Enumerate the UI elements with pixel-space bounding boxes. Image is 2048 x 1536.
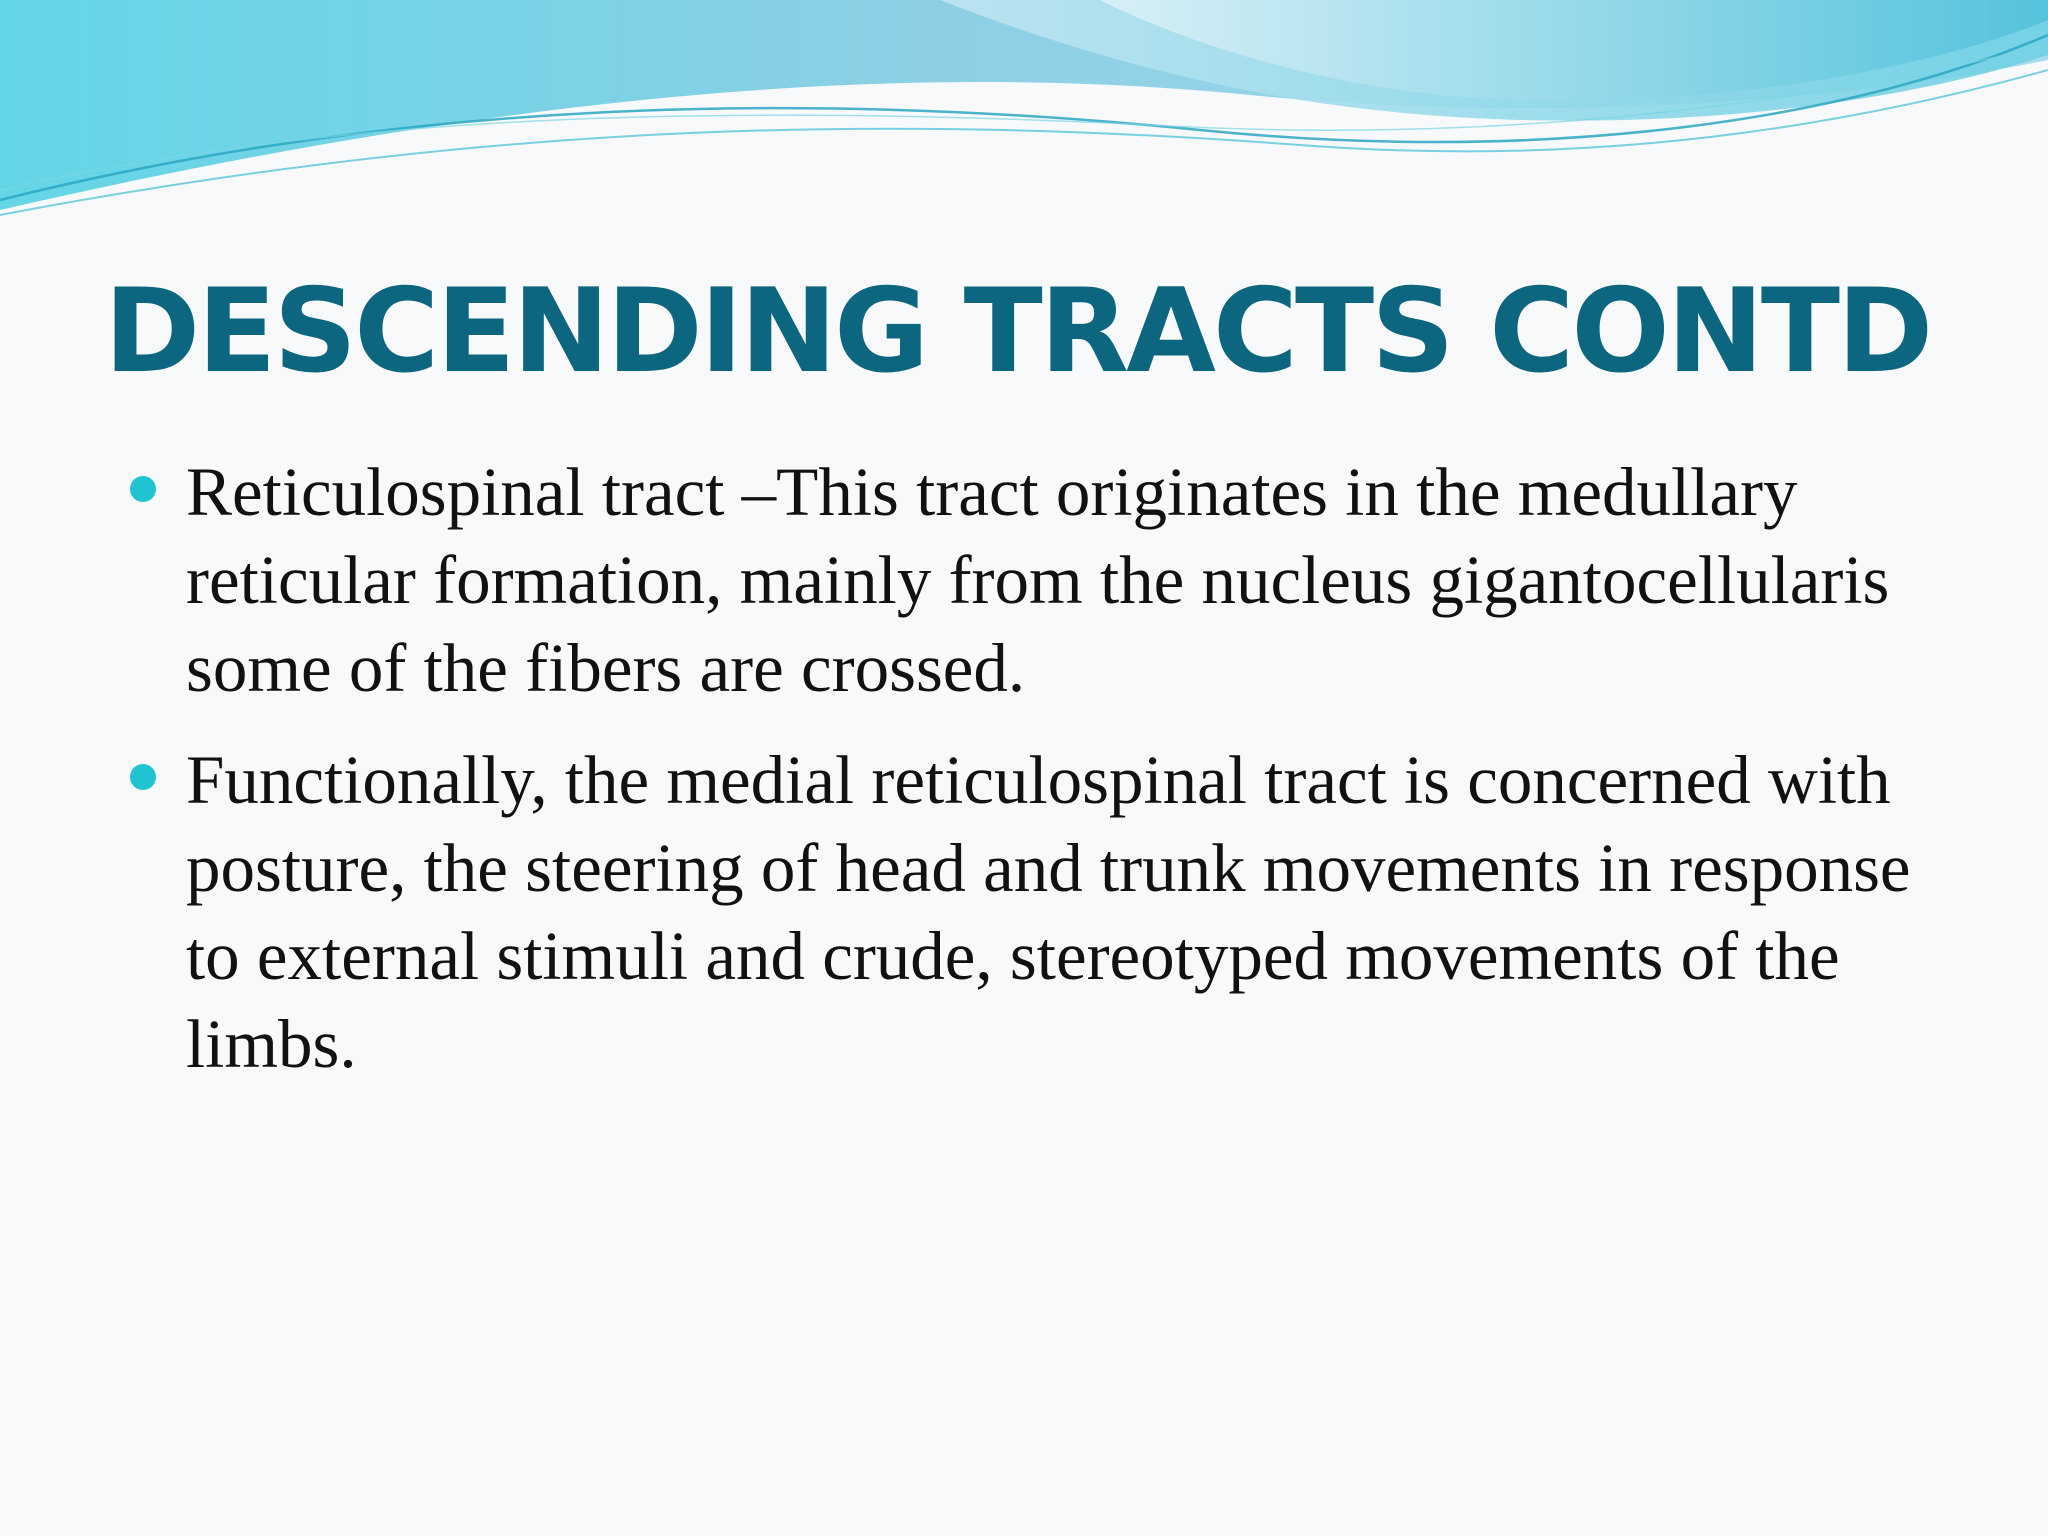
header-wave-decoration (0, 0, 2048, 240)
bullet-text: Functionally, the medial reticulospinal tract is concerned with posture, the steering of head and trunk movements in response to external stimuli and crude, stereotyped movements of the limbs. (186, 742, 1911, 1082)
slide-title: DESCENDING TRACTS CONTD (104, 264, 1931, 399)
bullet-list (130, 448, 1930, 1112)
bullet-dot-icon (130, 476, 156, 502)
bullet-item-function (130, 736, 1930, 1088)
bullet-dot-icon (130, 764, 156, 790)
bullet-text: Reticulospinal tract –This tract originates in the medullary reticular formation, mainly from the nucleus gigantocellularis some of the fibers are crossed. (186, 454, 1890, 706)
bullet-item-reticulospinal (130, 448, 1930, 712)
